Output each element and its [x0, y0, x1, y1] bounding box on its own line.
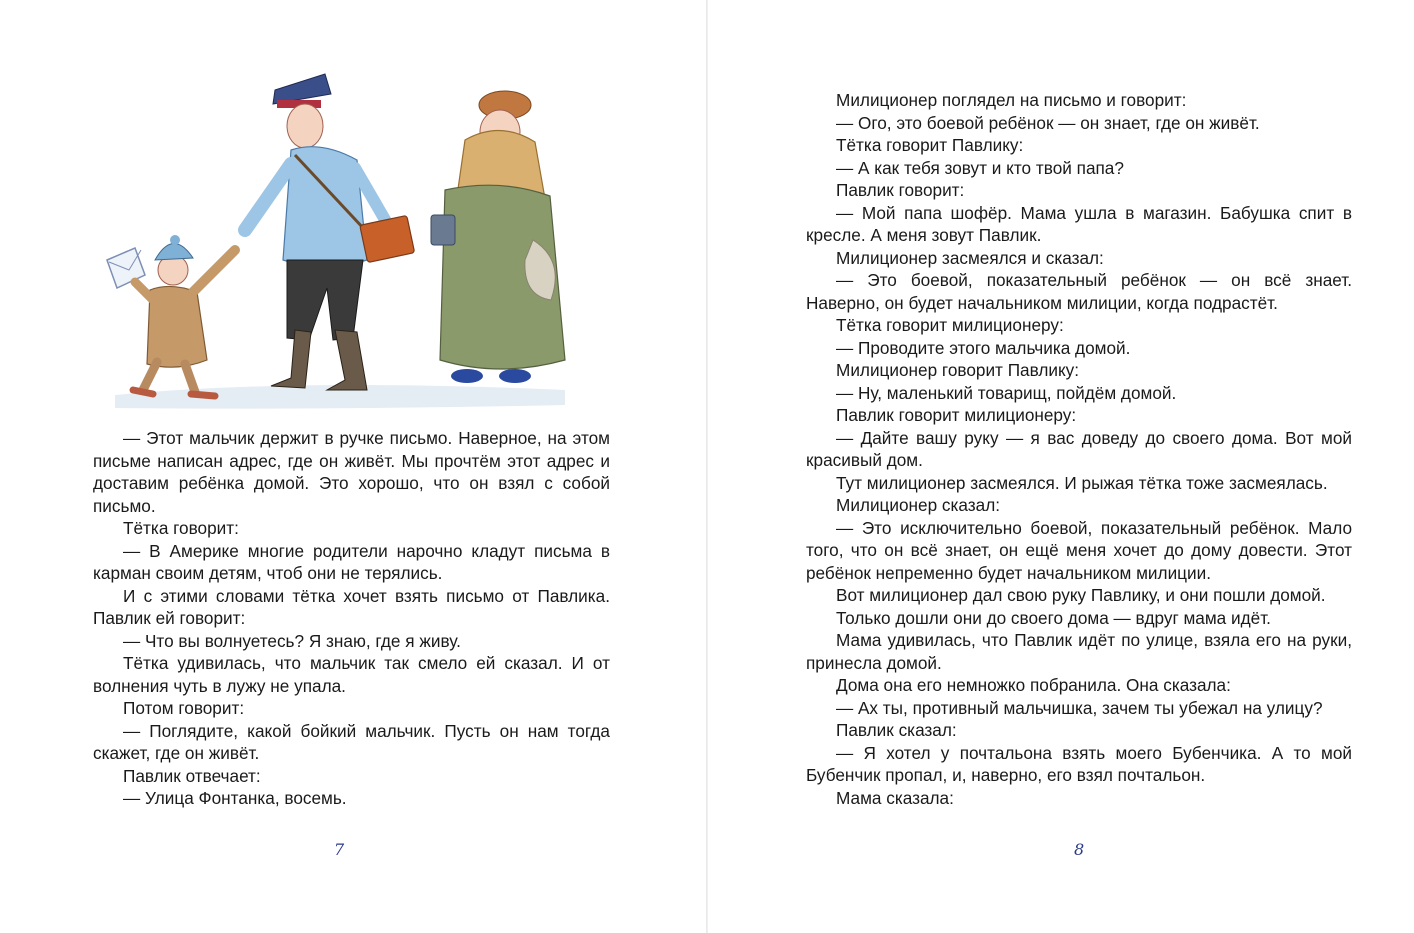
paragraph: Милиционер говорит Павлику: [836, 360, 1080, 380]
paragraph: Мама сказала: [836, 787, 954, 808]
paragraph: — Проводите этого мальчика домой. [836, 337, 1131, 358]
right-page-text [806, 89, 1352, 809]
paragraph: Павлик говорит милиционеру: [836, 405, 1077, 425]
paragraph: Дома она его немножко побранила. Она сказала: [836, 675, 1231, 695]
paragraph: Тётка говорит: [123, 518, 239, 538]
paragraph: — Я хотел у почтальона взять моего Бубенчика. А то мой Бубенчик пропал, и, наверно, его взял почтальон. [806, 742, 1352, 785]
paragraph: Павлик сказал: [836, 720, 957, 740]
story-illustration [95, 60, 575, 420]
left-page-text [93, 427, 610, 810]
paragraph: Милиционер засмеялся и сказал: [836, 247, 1104, 268]
paragraph: — Ну, маленький товарищ, пойдём домой. [836, 382, 1177, 403]
paragraph: — Ого, это боевой ребёнок — он знает, где он живёт. [836, 112, 1260, 133]
page-number: 8 [1074, 840, 1085, 859]
page-number: 7 [334, 840, 345, 859]
paragraph: Тут милиционер засмеялся. И рыжая тётка тоже засмеялась. [836, 472, 1328, 493]
paragraph: — Этот мальчик держит в ручке письмо. Наверное, на этом письме написан адрес, где он живёт. Мы прочтём этот адрес и доставим ребёнка домой. Это хорошо, что он взял с собой письмо. [93, 428, 610, 516]
paragraph: — Что вы волнуетесь? Я знаю, где я живу. [123, 630, 461, 651]
paragraph: Павлик отвечает: [123, 765, 261, 786]
paragraph: — Поглядите, какой бойкий мальчик. Пусть он нам тогда скажет, где он живёт. [93, 720, 610, 763]
paragraph: Милиционер поглядел на письмо и говорит: [836, 90, 1187, 110]
right-page [708, 0, 1414, 933]
paragraph: Милиционер сказал: [836, 495, 1001, 515]
paragraph: — Это боевой, показательный ребёнок — он всё знает. Наверно, он будет начальником милиции, когда подрастёт. [806, 270, 1352, 313]
boy-figure [107, 235, 235, 396]
paragraph: Потом говорит: [123, 698, 245, 718]
paragraph: — Ах ты, противный мальчишка, зачем ты убежал на улицу? [836, 697, 1323, 718]
paragraph: Вот милиционер дал свою руку Павлику, и они пошли домой. [836, 585, 1326, 605]
paragraph: — Мой папа шофёр. Мама ушла в магазин. Бабушка спит в кресле. А меня зовут Павлик. [806, 202, 1352, 245]
paragraph: Тётка говорит Павлику: [836, 135, 1024, 155]
paragraph: — Это исключительно боевой, показательный ребёнок. Мало того, что он всё знает, он ещё меня хочет до дому довести. Этот ребёнок непременно будет начальником милиции. [806, 517, 1352, 583]
paragraph: Только дошли они до своего дома — вдруг мама идёт. [836, 607, 1271, 628]
paragraph: — Дайте вашу руку — я вас доведу до своего дома. Вот мой красивый дом. [806, 427, 1352, 470]
woman-figure [431, 91, 565, 383]
paragraph: — В Америке многие родители нарочно кладут письма в карман своим детям, чтоб они не терялись. [93, 540, 610, 583]
paragraph: И с этими словами тётка хочет взять письмо от Павлика. Павлик ей говорит: [93, 585, 610, 628]
paragraph: — Улица Фонтанка, восемь. [123, 788, 347, 808]
paragraph: Мама удивилась, что Павлик идёт по улице, взяла его на руки, принесла домой. [806, 630, 1352, 673]
paragraph: Павлик говорит: [836, 180, 965, 200]
paragraph: Тётка говорит милиционеру: [836, 315, 1064, 335]
paragraph: Тётка удивилась, что мальчик так смело ей сказал. И от волнения чуть в лужу не упала. [93, 653, 610, 696]
policeman-figure [245, 74, 415, 390]
paragraph: — А как тебя зовут и кто твой папа? [836, 157, 1124, 178]
